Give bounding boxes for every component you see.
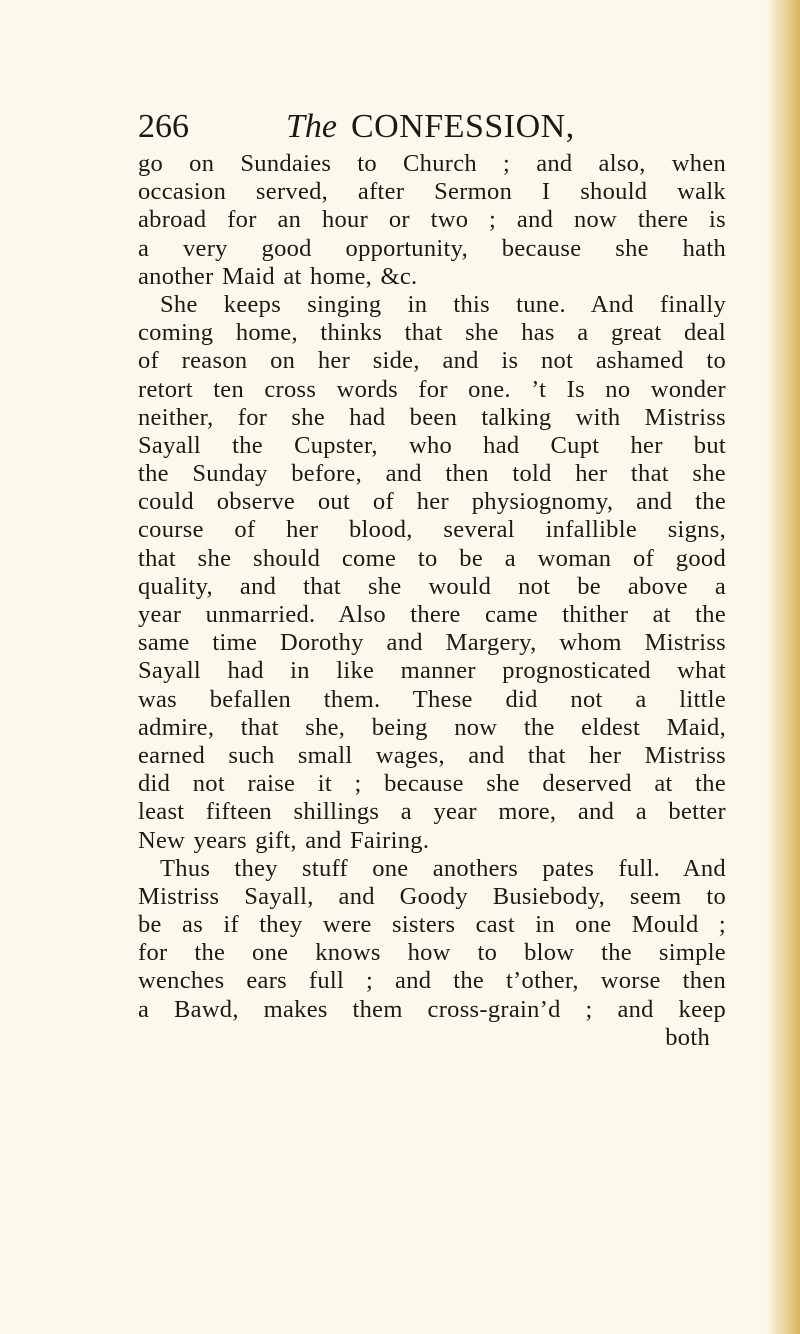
text-line: neither, for she had been talking with Mistriss: [138, 403, 726, 431]
text-line: quality, and that she would not be above a: [138, 572, 726, 600]
text-line: wenches ears full ; and the t’other, worse then: [138, 967, 726, 995]
text-line: be as if they were sisters cast in one Mould ;: [138, 911, 726, 939]
text-line: same time Dorothy and Margery, whom Mistriss: [138, 629, 726, 657]
text-line: New years gift, and Fairing.: [138, 826, 430, 854]
text-line: retort ten cross words for one. ’t Is no wonder: [138, 375, 726, 403]
text-line: was befallen them. These did not a little: [138, 685, 726, 713]
text-line: go on Sundaies to Church ; and also, when: [138, 150, 726, 177]
book-page: [138, 104, 726, 1052]
text-line: Mistriss Sayall, and Goody Busiebody, seem to: [138, 882, 726, 910]
text-line: did not raise it ; because she deserved at the: [138, 770, 726, 798]
text-line: that she should come to be a woman of good: [138, 544, 726, 572]
text-line: the Sunday before, and then told her that she: [138, 460, 726, 488]
text-line: abroad for an hour or two ; and now there is: [138, 206, 726, 234]
text-line: coming home, thinks that she has a great deal: [138, 319, 726, 347]
text-line: Sayall had in like manner prognosticated what: [138, 657, 726, 685]
text-line: admire, that she, being now the eldest Maid,: [138, 713, 726, 741]
text-line: course of her blood, several infallible signs,: [138, 516, 726, 544]
text-line: earned such small wages, and that her Mistriss: [138, 741, 726, 769]
text-line: Sayall the Cupster, who had Cupt her but: [138, 431, 726, 459]
running-head: [138, 104, 726, 150]
text-line: a very good opportunity, because she hath: [138, 234, 726, 262]
text-line: could observe out of her physiognomy, and the: [138, 488, 726, 516]
body-text: [138, 150, 726, 1052]
page-edge-shadow: [766, 0, 800, 1334]
text-line: least fifteen shillings a year more, and a better: [138, 798, 726, 826]
running-title-article: The: [286, 108, 337, 145]
text-line: Thus they stuff one anothers pates full. And: [160, 854, 726, 882]
text-line: occasion served, after Sermon I should walk: [138, 178, 726, 206]
text-line: a Bawd, makes them cross-grain’d ; and keep: [138, 995, 726, 1023]
text-line: another Maid at home, &c.: [138, 262, 418, 290]
text-line: year unmarried. Also there came thither at the: [138, 601, 726, 628]
running-title: CONFESSION,: [351, 108, 575, 145]
text-line: of reason on her side, and is not ashamed to: [138, 347, 726, 375]
page-number: 266: [138, 108, 189, 145]
text-line: She keeps singing in this tune. And finally: [160, 290, 726, 318]
catchword: both: [665, 1023, 710, 1051]
text-line: for the one knows how to blow the simple: [138, 939, 726, 967]
